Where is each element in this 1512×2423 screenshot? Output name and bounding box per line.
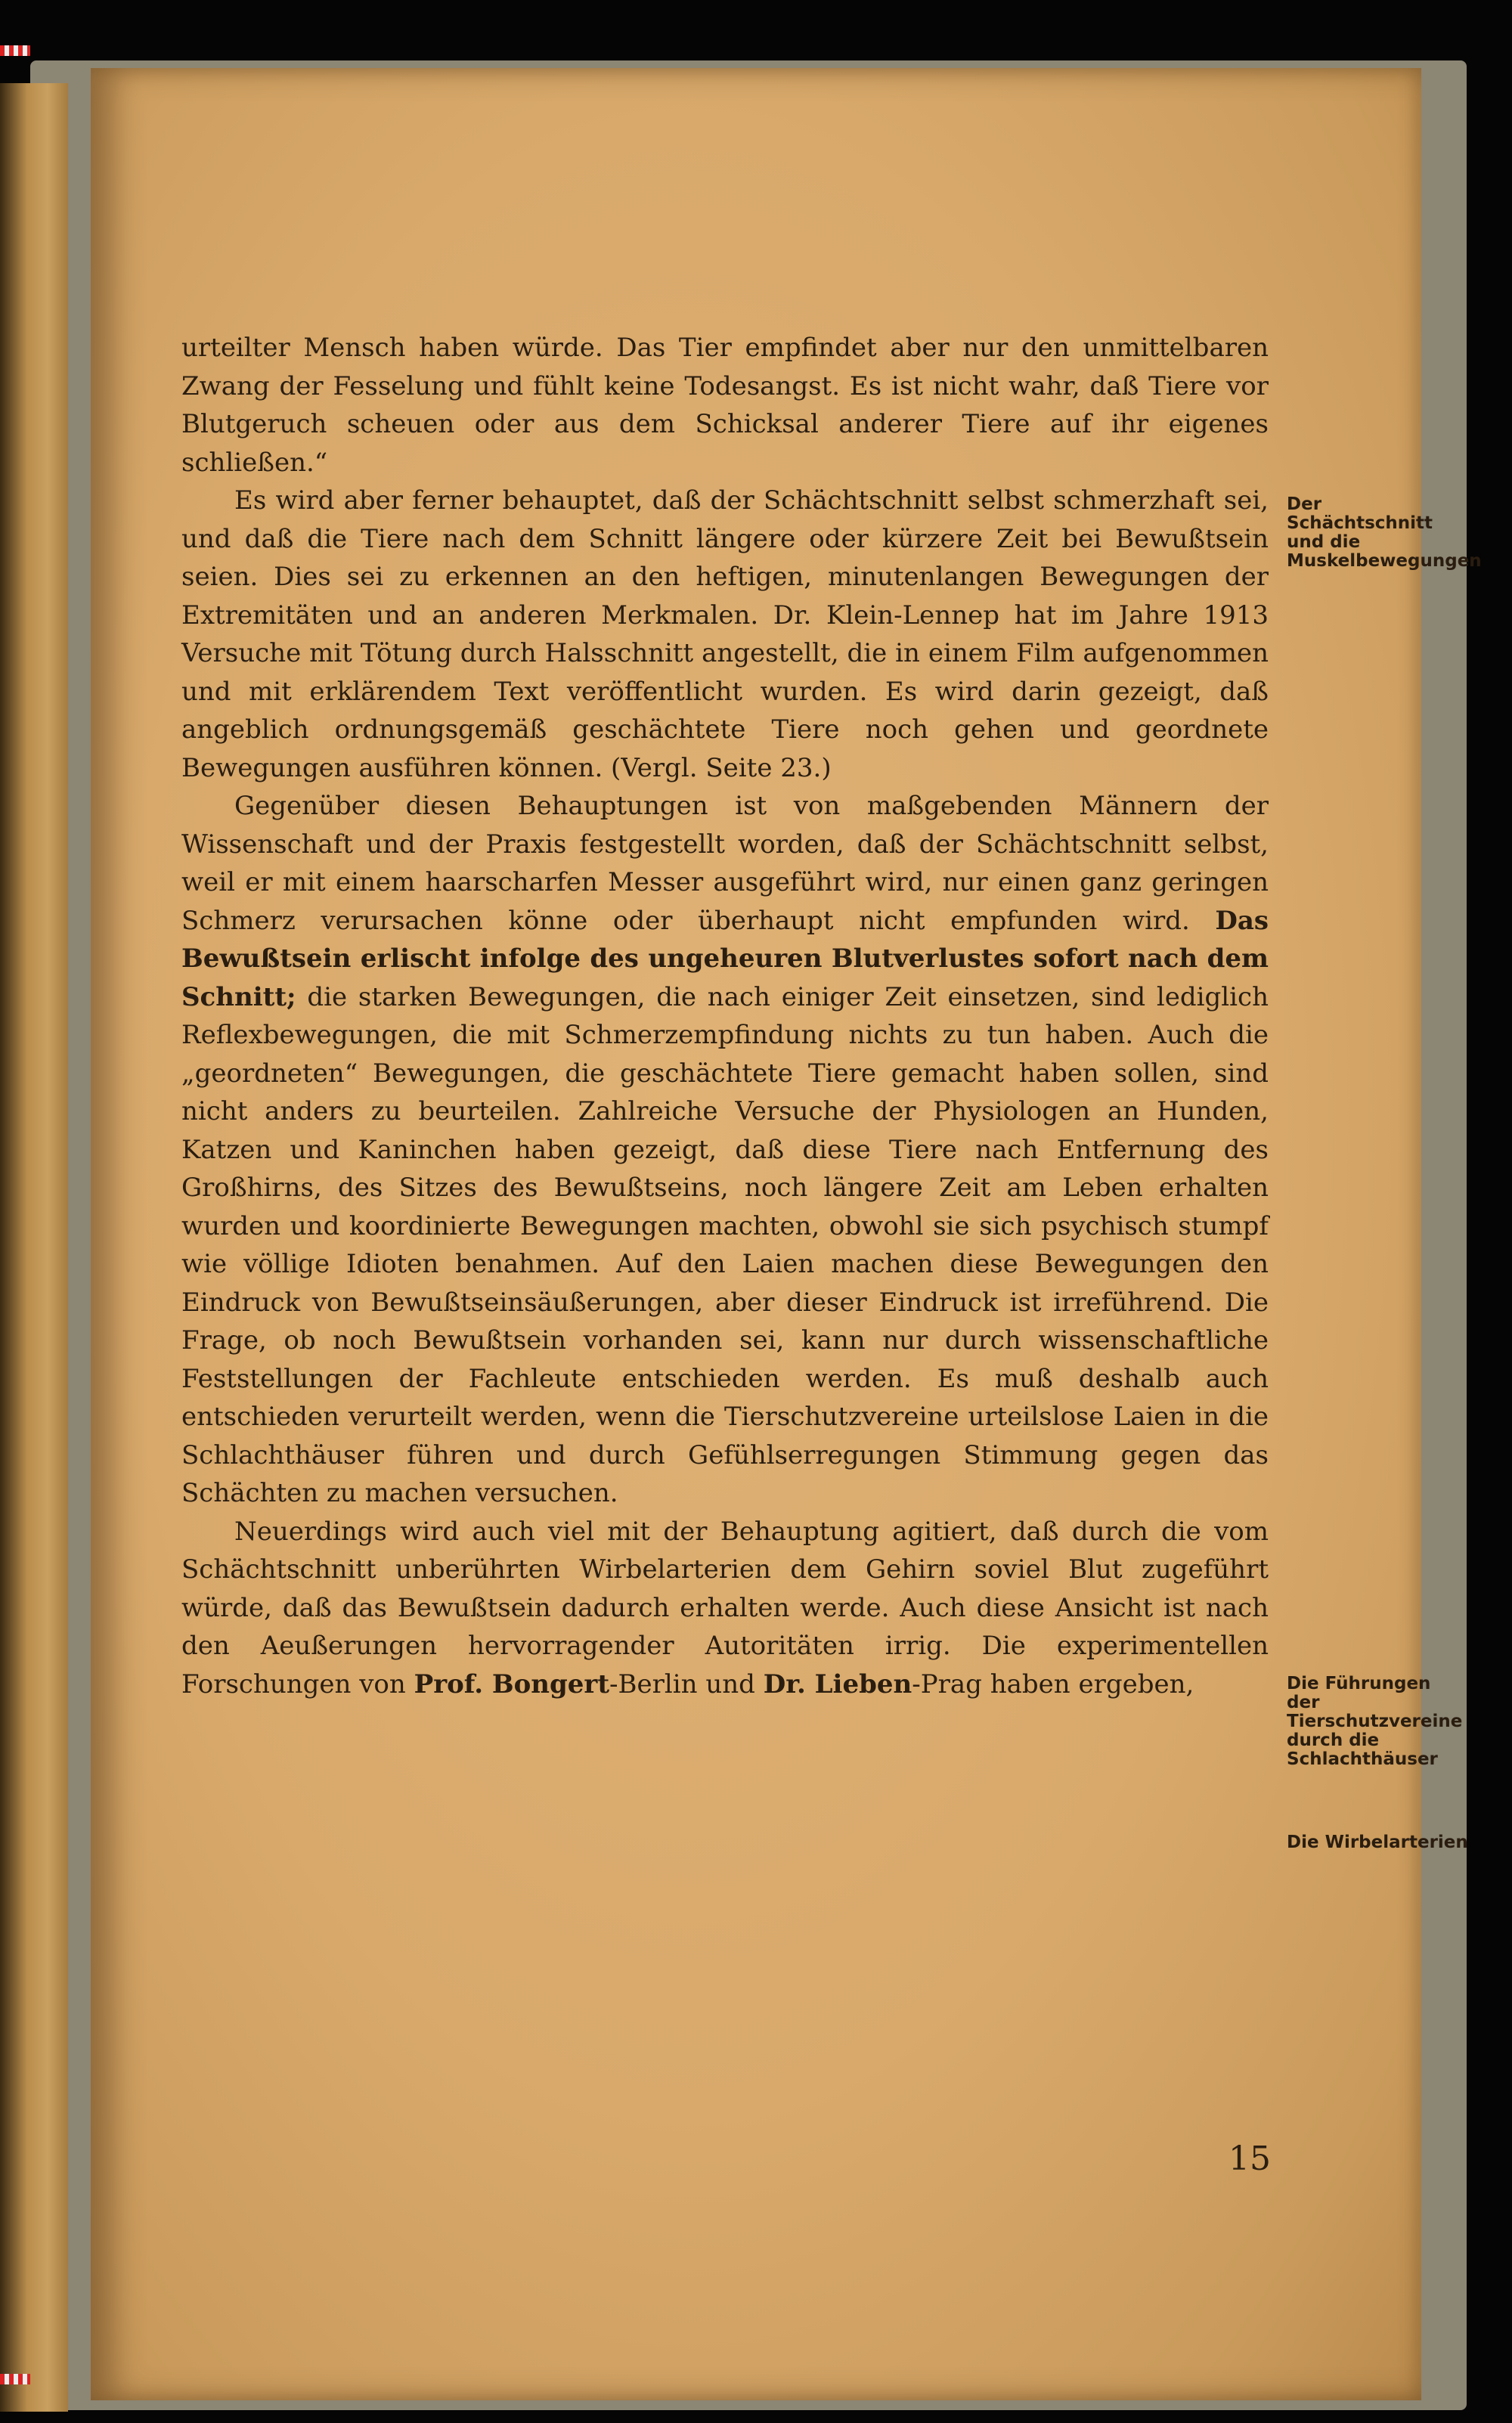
bookmark-ribbon-bottom — [0, 2374, 30, 2384]
paragraph-1 — [181, 329, 1269, 482]
margin-note-schaechtschnitt: Der Schächtschnitt und die Muskelbewegungen — [1287, 494, 1482, 571]
paragraph-4-bold-bongert: Prof. Bongert — [414, 1669, 610, 1700]
paragraph-3-run-1: Gegenüber diesen Behauptungen ist von maßgebenden Männern der Wissenschaft und der Praxis festgestellt worden, daß der Schächtschnitt selbst, weil er mit einem haarscharfen Messer ausgeführt wird, nur einen ganz geringen Schmerz verursachen könne oder überhaupt nicht empfunden wird. — [181, 791, 1269, 936]
paragraph-4-run-1: Neuerdings wird auch viel mit der Behauptung agitiert, daß durch die vom Schächtschnitt unberührten Wirbelarterien dem Gehirn soviel Blut zugeführt würde, daß das Bewußtsein dadurch erhalten werde. Auch diese Ansicht ist nach den Aeußerungen hervorragender Autoritäten irrig. Die experimentellen Forschungen von — [181, 1516, 1269, 1700]
paragraph-2 — [181, 482, 1269, 787]
body-text — [181, 329, 1269, 1703]
paragraph-3 — [181, 787, 1269, 1513]
paragraph-1-run-1: urteilter Mensch haben würde. Das Tier empfindet aber nur den unmittelbaren Zwang der Fesselung und fühlt keine Todesangst. Es ist nicht wahr, daß Tiere vor Blutgeruch scheuen oder aus dem Schicksal anderer Tiere auf ihr eigenes schließen.“ — [181, 333, 1269, 478]
paragraph-3-bold-run: Das Bewußtsein erlischt infolge des ungeheuren Blutverlustes sofort nach dem Schnitt; — [181, 905, 1269, 1012]
paragraph-4-bold-lieben: Dr. Lieben — [763, 1669, 912, 1700]
paragraph-4 — [181, 1513, 1269, 1704]
bookmark-ribbon — [0, 45, 30, 56]
page-sheet — [91, 68, 1482, 2400]
paragraph-2-run-1: Es wird aber ferner behauptet, daß der Schächtschnitt selbst schmerzhaft sei, und daß die Tiere nach dem Schnitt längere oder kürzere Zeit bei Bewußtsein seien. Dies sei zu erkennen an den heftigen, minutenlangen Bewegungen der Extremitäten und an anderen Merkmalen. Dr. Klein-Lennep hat im Jahre 1913 Versuche mit Tötung durch Halsschnitt angestellt, die in einem Film aufgenommen und mit erklärendem Text veröffentlicht wurden. Es wird darin gezeigt, daß angeblich ordnungsgemäß geschächtete Tiere noch gehen und geordnete Bewegungen ausführen können. (Vergl. Seite 23.) — [181, 485, 1269, 783]
page-number: 15 — [1228, 2139, 1271, 2178]
paragraph-4-run-5: -Prag haben ergeben, — [912, 1669, 1194, 1700]
margin-note-wirbelarterien: Die Wirbelarterien — [1287, 1833, 1468, 1852]
paragraph-4-run-3: -Berlin und — [609, 1669, 764, 1700]
margin-note-fuehrungen: Die Führungen der Tierschutzvereine durch die Schlachthäuser — [1287, 1674, 1463, 1769]
left-page-edge — [0, 83, 68, 2412]
paragraph-3-run-3: die starken Bewegungen, die nach einiger Zeit einsetzen, sind lediglich Reflexbewegungen, die mit Schmerzempfindung nichts zu tun haben. Auch die „geordneten“ Bewegungen, die geschächtete Tiere gemacht haben sollen, sind nicht anders zu beurteilen. Zahlreiche Versuche der Physiologen an Hunden, Katzen und Kaninchen haben gezeigt, daß diese Tiere nach Entfernung des Großhirns, des Sitzes des Bewußtseins, noch längere Zeit am Leben erhalten wurden und koordinierte Bewegungen machten, obwohl sie sich psychisch stumpf wie völlige Idioten benahmen. Auf den Laien machen diese Bewegungen den Eindruck von Bewußtseinsäußerungen, aber dieser Eindruck ist irreführend. Die Frage, ob noch Bewußtsein vorhanden sei, kann nur durch wissenschaftliche Feststellungen der Fachleute entschieden werden. Es muß deshalb auch entschieden verurteilt werden, wenn die Tierschutzvereine urteilslose Laien in die Schlachthäuser führen und durch Gefühlserregungen Stimmung gegen das Schächten zu machen versuchen. — [181, 981, 1269, 1508]
